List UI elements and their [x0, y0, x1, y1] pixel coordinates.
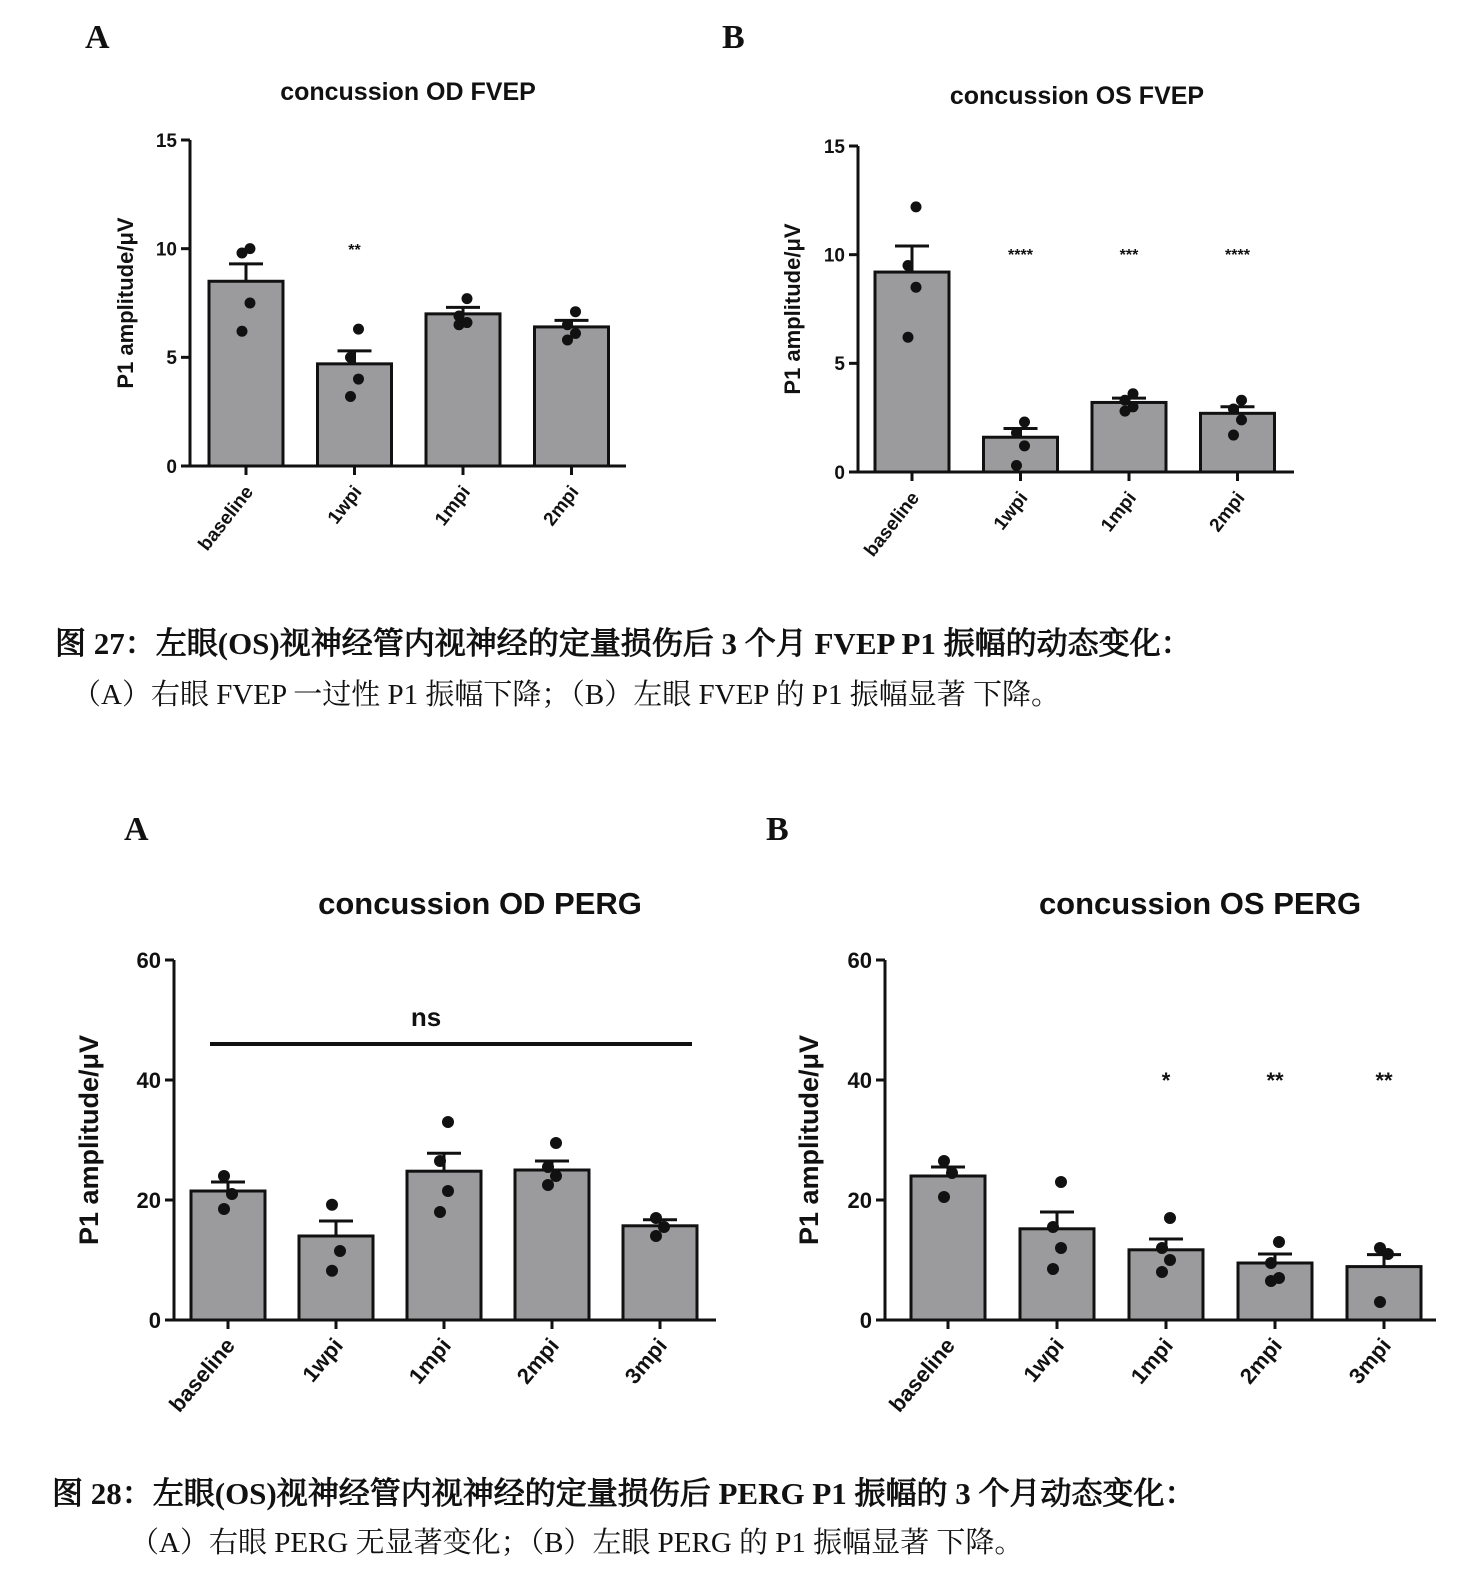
y-tick-label: 20 — [847, 1187, 872, 1213]
data-point-1mpi — [434, 1155, 446, 1167]
data-point-2mpi — [550, 1170, 562, 1182]
y-tick-label: 15 — [823, 136, 845, 158]
data-point-1wpi — [1011, 460, 1022, 471]
y-tick-label: 10 — [823, 245, 845, 267]
data-point-2mpi — [550, 1137, 562, 1149]
data-point-2mpi — [562, 319, 573, 330]
data-point-baseline — [218, 1203, 230, 1215]
data-point-1mpi — [1164, 1212, 1176, 1224]
significance-label-1wpi: ** — [348, 242, 361, 259]
fig28-panel-b — [720, 790, 1460, 1450]
data-point-1mpi — [434, 1206, 446, 1218]
x-tick-label-1wpi: 1wpi — [1018, 1333, 1069, 1387]
data-point-1wpi — [345, 391, 356, 402]
panel-letter: B — [766, 811, 789, 848]
bar-1wpi — [1020, 1229, 1094, 1320]
x-tick-label-baseline: baseline — [194, 482, 258, 556]
data-point-baseline — [938, 1155, 950, 1167]
x-tick-label-1wpi: 1wpi — [323, 482, 367, 529]
ns-label: ns — [410, 1002, 442, 1032]
data-point-1wpi — [326, 1265, 338, 1277]
significance-label-2mpi: ** — [1266, 1068, 1284, 1093]
data-point-1wpi — [353, 374, 364, 385]
chart-title: concussion OS PERG — [1038, 886, 1362, 921]
fig27-panel-a — [0, 0, 700, 590]
y-axis-label: P1 amplitude/μV — [113, 217, 138, 389]
data-point-baseline — [903, 260, 914, 271]
data-point-baseline — [237, 326, 248, 337]
y-axis-label: P1 amplitude/μV — [780, 223, 805, 395]
data-point-2mpi — [1236, 414, 1247, 425]
data-point-baseline — [938, 1191, 950, 1203]
chart-os-fvep — [700, 0, 1440, 590]
fig27-caption-line1: 图 27：左眼(OS)视神经管内视神经的定量损伤后 3 个月 FVEP P1 振幅的动态变化： — [55, 626, 1192, 661]
bar-2mpi — [515, 1170, 589, 1320]
y-tick-label: 60 — [847, 947, 872, 973]
data-point-baseline — [903, 332, 914, 343]
y-tick-label: 20 — [136, 1187, 161, 1213]
bar-baseline — [875, 272, 949, 472]
y-tick-label: 0 — [859, 1307, 872, 1333]
bar-3mpi — [1347, 1267, 1421, 1320]
data-point-1wpi — [1011, 427, 1022, 438]
data-point-3mpi — [1374, 1296, 1386, 1308]
chart-title: concussion OD PERG — [318, 886, 642, 921]
chart-od-perg — [0, 790, 720, 1450]
chart-title: concussion OD FVEP — [280, 78, 536, 106]
data-point-2mpi — [1273, 1272, 1285, 1284]
data-point-1wpi — [1047, 1221, 1059, 1233]
y-tick-label: 5 — [166, 348, 177, 370]
x-tick-label-1wpi: 1wpi — [297, 1333, 348, 1387]
data-point-1wpi — [1047, 1263, 1059, 1275]
data-point-2mpi — [542, 1161, 554, 1173]
significance-label-2mpi: **** — [1225, 247, 1250, 264]
significance-label-1mpi: * — [1161, 1068, 1171, 1093]
chart-od-fvep — [0, 0, 700, 590]
y-tick-label: 15 — [155, 130, 177, 152]
x-tick-label-1wpi: 1wpi — [989, 488, 1033, 535]
bar-1mpi — [426, 314, 500, 466]
y-tick-label: 40 — [136, 1067, 161, 1093]
data-point-1mpi — [1156, 1242, 1168, 1254]
data-point-1wpi — [326, 1199, 338, 1211]
x-tick-label-baseline: baseline — [164, 1333, 240, 1417]
data-point-1wpi — [345, 352, 356, 363]
x-tick-label-2mpi: 2mpi — [539, 482, 584, 531]
data-point-1mpi — [1128, 388, 1139, 399]
chart-title: concussion OS FVEP — [949, 82, 1205, 110]
y-tick-label: 60 — [136, 947, 161, 973]
data-point-1mpi — [442, 1185, 454, 1197]
data-point-1wpi — [1019, 417, 1030, 428]
x-tick-label-3mpi: 3mpi — [619, 1333, 672, 1389]
data-point-1wpi — [353, 324, 364, 335]
y-tick-label: 0 — [834, 462, 845, 484]
data-point-3mpi — [650, 1212, 662, 1224]
fig28-caption-line2: （A）右眼 PERG 无显著变化；（B）左眼 PERG 的 P1 振幅显著 下降。 — [130, 1527, 1024, 1559]
data-point-baseline — [245, 298, 256, 309]
fig27-caption — [0, 618, 1474, 718]
data-point-baseline — [245, 243, 256, 254]
y-tick-label: 40 — [847, 1067, 872, 1093]
data-point-1mpi — [454, 311, 465, 322]
x-tick-label-1mpi: 1mpi — [403, 1333, 456, 1389]
bar-2mpi — [1238, 1263, 1312, 1320]
fig27-caption-line2: （A）右眼 FVEP 一过性 P1 振幅下降；（B）左眼 FVEP 的 P1 振幅显著 下降。 — [72, 679, 1060, 711]
x-tick-label-baseline: baseline — [884, 1333, 960, 1417]
data-point-baseline — [226, 1188, 238, 1200]
fig28-caption-line1: 图 28：左眼(OS)视神经管内视神经的定量损伤后 PERG P1 振幅的 3 个月动态变化： — [52, 1476, 1196, 1511]
bar-2mpi — [535, 327, 609, 466]
data-point-1wpi — [334, 1245, 346, 1257]
bar-baseline — [209, 281, 283, 466]
panel-letter: A — [85, 19, 110, 56]
x-tick-label-2mpi: 2mpi — [1234, 1333, 1287, 1389]
x-tick-label-2mpi: 2mpi — [511, 1333, 564, 1389]
data-point-1mpi — [442, 1116, 454, 1128]
data-point-baseline — [911, 282, 922, 293]
data-point-1mpi — [1164, 1254, 1176, 1266]
data-point-1wpi — [1019, 440, 1030, 451]
x-tick-label-1mpi: 1mpi — [1097, 488, 1141, 537]
y-tick-label: 0 — [148, 1307, 161, 1333]
data-point-1mpi — [1156, 1266, 1168, 1278]
y-tick-label: 10 — [155, 239, 177, 261]
panel-letter: A — [124, 811, 149, 848]
x-tick-label-baseline: baseline — [860, 488, 924, 562]
data-point-baseline — [946, 1167, 958, 1179]
fig28-panel-a — [0, 790, 720, 1450]
significance-label-1mpi: *** — [1119, 247, 1139, 264]
data-point-1wpi — [1055, 1176, 1067, 1188]
data-point-1wpi — [1055, 1242, 1067, 1254]
data-point-2mpi — [1265, 1257, 1277, 1269]
data-point-3mpi — [650, 1230, 662, 1242]
chart-os-perg — [720, 790, 1460, 1450]
data-point-2mpi — [570, 306, 581, 317]
data-point-2mpi — [1236, 395, 1247, 406]
x-tick-label-1mpi: 1mpi — [1125, 1333, 1178, 1389]
data-point-2mpi — [570, 328, 581, 339]
y-tick-label: 0 — [166, 456, 177, 478]
fig28-caption — [0, 1468, 1474, 1578]
y-axis-label: P1 amplitude/μV — [74, 1034, 104, 1246]
data-point-2mpi — [1273, 1236, 1285, 1248]
y-axis-label: P1 amplitude/μV — [794, 1034, 824, 1246]
x-tick-label-3mpi: 3mpi — [1343, 1333, 1396, 1389]
x-tick-label-1mpi: 1mpi — [431, 482, 475, 531]
significance-label-1wpi: **** — [1008, 247, 1033, 264]
x-tick-label-2mpi: 2mpi — [1205, 488, 1250, 537]
data-point-baseline — [218, 1170, 230, 1182]
panel-letter: B — [722, 19, 745, 56]
data-point-1mpi — [462, 293, 473, 304]
y-tick-label: 5 — [834, 354, 845, 376]
data-point-2mpi — [1228, 403, 1239, 414]
data-point-baseline — [911, 201, 922, 212]
data-point-3mpi — [1374, 1242, 1386, 1254]
fig27-panel-b — [700, 0, 1440, 590]
data-point-2mpi — [542, 1179, 554, 1191]
significance-label-3mpi: ** — [1375, 1068, 1393, 1093]
data-point-2mpi — [1228, 430, 1239, 441]
data-point-3mpi — [658, 1221, 670, 1233]
